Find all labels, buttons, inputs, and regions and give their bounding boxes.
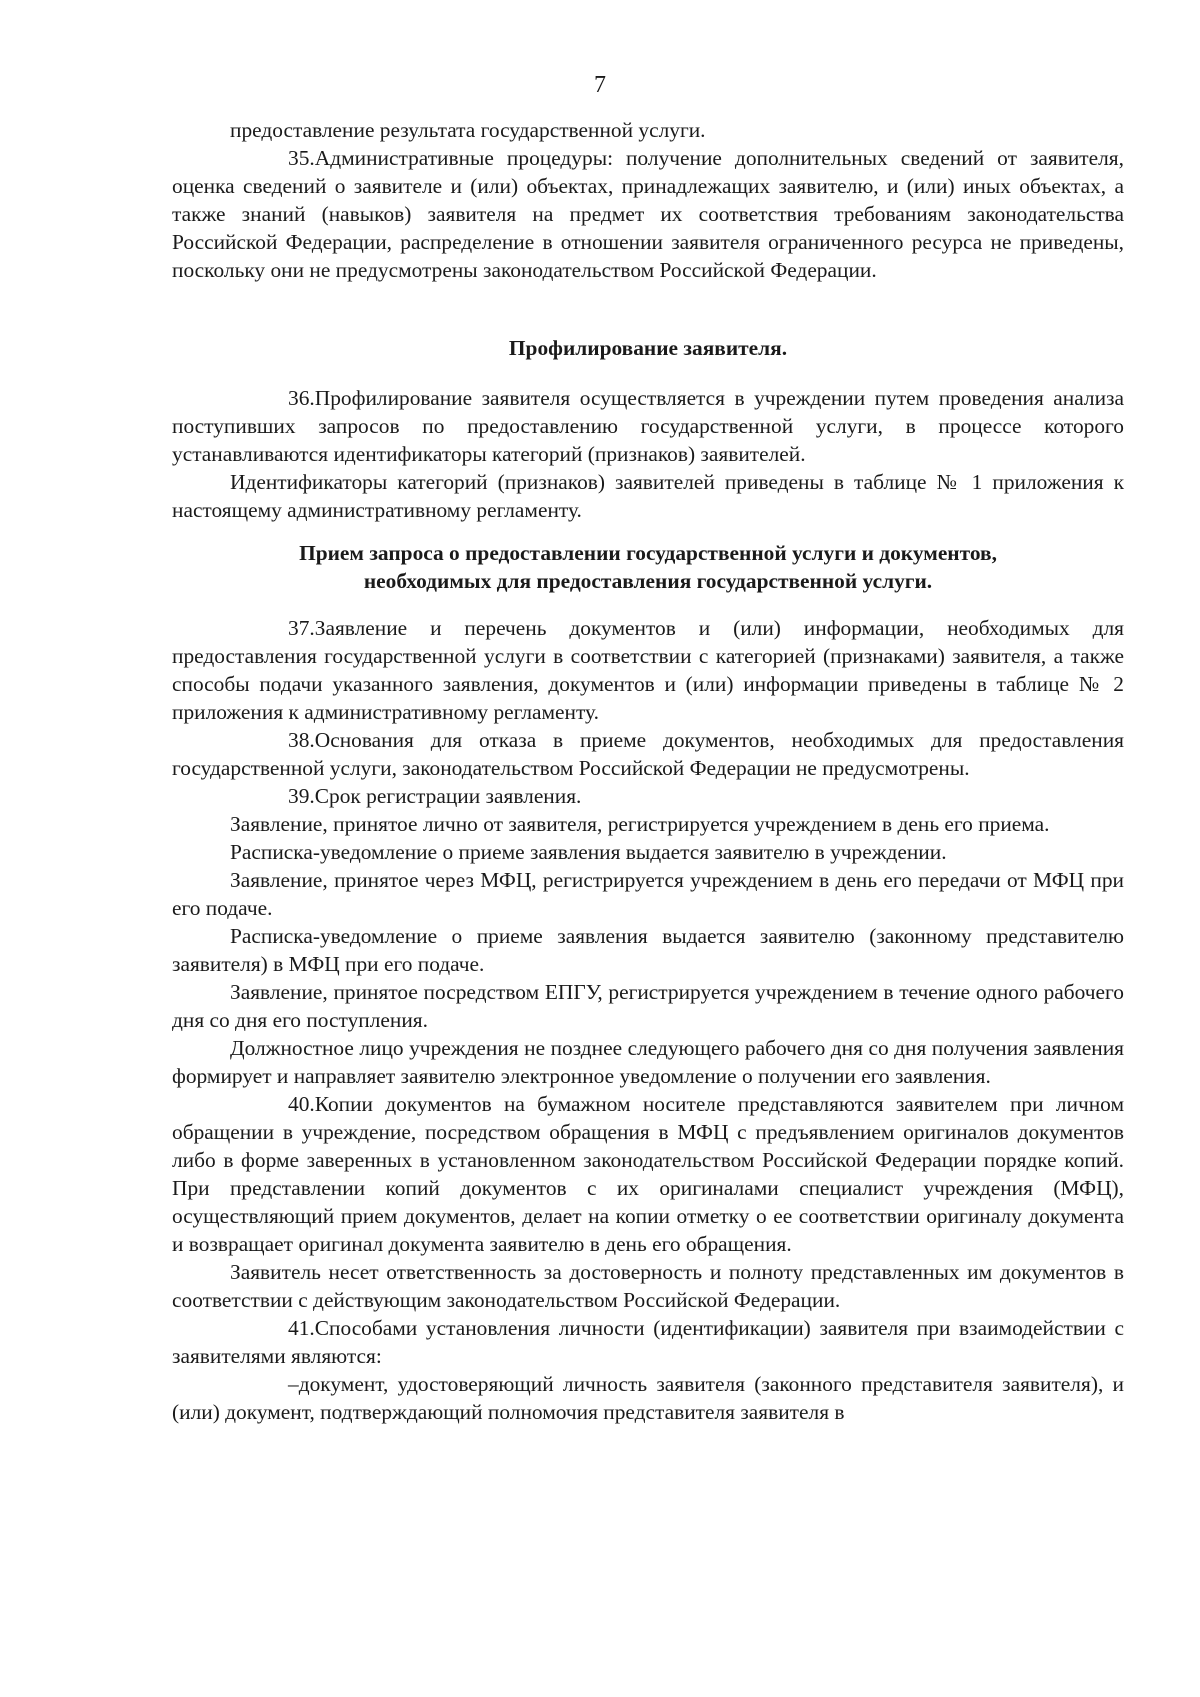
- paragraph-41a: [172, 1370, 1124, 1426]
- paragraph-text: Основания для отказа в приеме документов, необходимых для предоставления государственной услуги, законодательством Российской Федерации не предусмотрены.: [172, 728, 1124, 780]
- page-number: 7: [594, 72, 606, 98]
- paragraph-39f: Должностное лицо учреждения не позднее следующего рабочего дня со дня получения заявления формирует и направляет заявителю электронное уведомление о получении его заявления.: [172, 1036, 1124, 1088]
- section-heading-profiling: Профилирование заявителя.: [508, 336, 788, 360]
- paragraph-text: Срок регистрации заявления.: [314, 784, 582, 808]
- paragraph-41: [172, 1314, 1124, 1370]
- paragraph-38: [172, 726, 1124, 782]
- section-heading-reception: [172, 539, 1124, 595]
- paragraph-40b: Заявитель несет ответственность за достоверность и полноту представленных им документов в соответствии с действующим законодательством Российской Федерации.: [172, 1260, 1124, 1312]
- list-dash: –: [288, 1372, 299, 1396]
- item-number: 41.: [288, 1316, 315, 1340]
- item-number: 35.: [288, 146, 315, 170]
- paragraph-39: [172, 782, 1124, 810]
- item-number: 38.: [288, 728, 315, 752]
- item-number: 37.: [288, 616, 315, 640]
- item-number: 40.: [288, 1092, 315, 1116]
- paragraph-text: Способами установления личности (идентификации) заявителя при взаимодействии с заявителями являются:: [172, 1316, 1124, 1368]
- paragraph-40: [172, 1090, 1124, 1258]
- heading-line-1: Прием запроса о предоставлении государственной услуги и документов,: [299, 541, 997, 565]
- section-35: [172, 116, 1124, 284]
- paragraph-text: Заявление и перечень документов и (или) информации, необходимых для предоставления государственной услуги в соответствии с категорией (признаками) заявителя, а также способы подачи указанного заявления, документов и (или) информации приведены в таблице № 2 приложения к административному регламенту.: [172, 616, 1124, 724]
- paragraph-text: Административные процедуры: получение дополнительных сведений от заявителя, оценка сведений о заявителе и (или) объектах, принадлежащих заявителю, и (или) иных объектах, а также знаний (навыков) заявителя на предмет их соответствия требованиям законодательства Российской Федерации, распределение в отношении заявителя ограниченного ресурса не приведены, поскольку они не предусмотрены законодательством Российской Федерации.: [172, 146, 1124, 282]
- section-36: [172, 384, 1124, 524]
- paragraph-continuation: предоставление результата государственной услуги.: [230, 118, 706, 142]
- paragraph-36: [172, 384, 1124, 468]
- item-number: 36.: [288, 386, 315, 410]
- paragraph-text: документ, удостоверяющий личность заявителя (законного представителя заявителя), и (или) документ, подтверждающий полномочия представителя заявителя в: [172, 1372, 1124, 1424]
- paragraph-text: Копии документов на бумажном носителе представляются заявителем при личном обращении в учреждение, посредством обращения в МФЦ с предъявлением оригиналов документов либо в форме заверенных в установленном законодательством Российской Федерации порядке копий. При представлении копий документов с их оригиналами специалист учреждения (МФЦ), осуществляющий прием документов, делает на копии отметку о ее соответствии оригиналу документа и возвращает оригинал документа заявителю в день его обращения.: [172, 1092, 1124, 1256]
- paragraph-39e: Заявление, принятое посредством ЕПГУ, регистрируется учреждением в течение одного рабочего дня со дня его поступления.: [172, 980, 1124, 1032]
- paragraph-39c: Заявление, принятое через МФЦ, регистрируется учреждением в день его передачи от МФЦ при его подаче.: [172, 868, 1124, 920]
- paragraph-36b: Идентификаторы категорий (признаков) заявителей приведены в таблице № 1 приложения к настоящему административному регламенту.: [172, 470, 1124, 522]
- paragraph-39d: Расписка-уведомление о приеме заявления выдается заявителю (законному представителю заявителя) в МФЦ при его подаче.: [172, 924, 1124, 976]
- paragraph-39a: Заявление, принятое лично от заявителя, регистрируется учреждением в день его приема.: [230, 812, 1050, 836]
- section-37-41: [172, 614, 1124, 1426]
- heading-line-2: необходимых для предоставления государственной услуги.: [363, 569, 933, 593]
- paragraph-37: [172, 614, 1124, 726]
- item-number: 39.: [288, 784, 315, 808]
- paragraph-text: Профилирование заявителя осуществляется в учреждении путем проведения анализа поступивших запросов по предоставлению государственной услуги, в процессе которого устанавливаются идентификаторы категорий (признаков) заявителей.: [172, 386, 1124, 466]
- paragraph-39b: Расписка-уведомление о приеме заявления выдается заявителю в учреждении.: [230, 840, 947, 864]
- paragraph-35: [172, 144, 1124, 284]
